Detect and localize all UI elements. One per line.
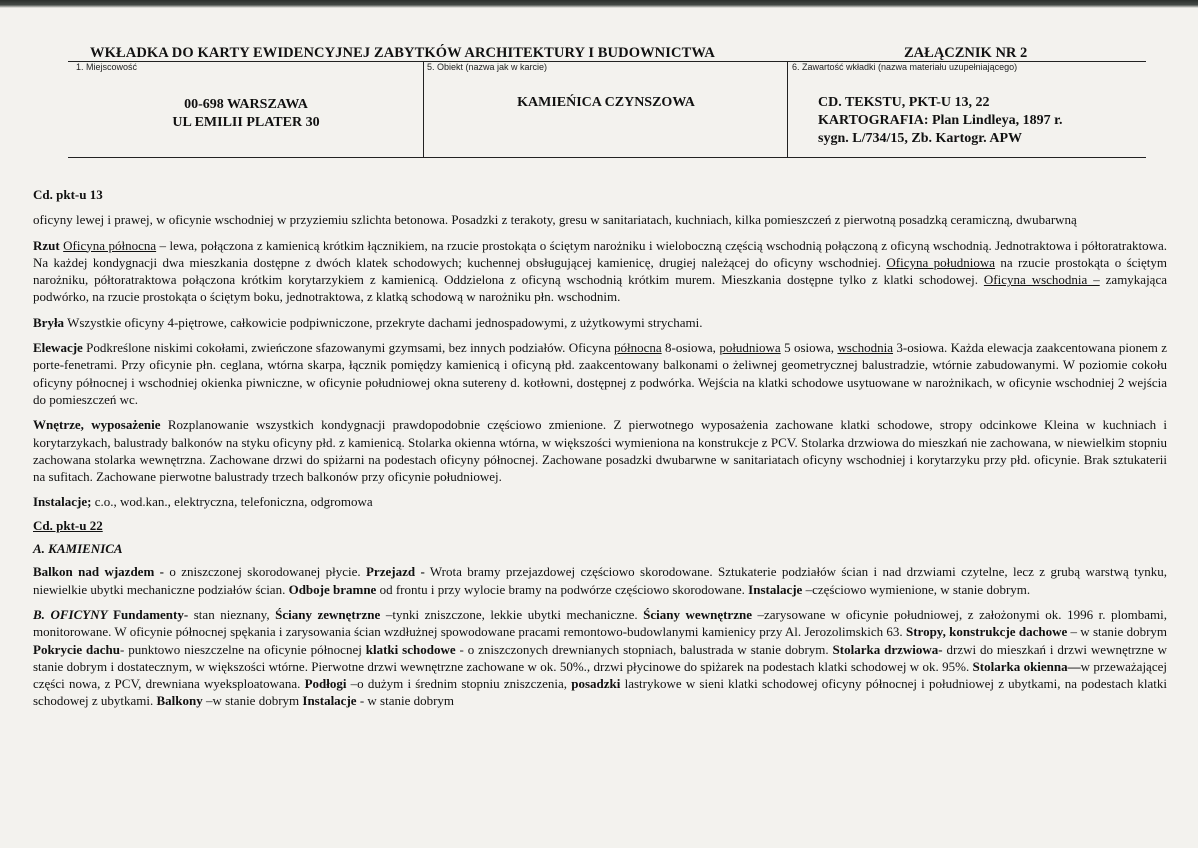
pokrycie-label: Pokrycie dachu [33,641,120,657]
stropy-text: – w stanie dobrym [1067,624,1168,640]
annex-number: ZAŁĄCZNIK NR 2 [904,45,1028,61]
posadzki-text: lastrykowe w sieni klatki schodowej oficyny północnej i południowej z ubytkami, na podestach klatki schodowej z ubytkami. [33,676,1168,709]
instalacje-text: c.o., wod.kan., elektryczna, telefoniczna, odgromowa [91,494,373,510]
pokrycie-text: - punktowo nieszczelne na oficynie północnej [119,641,366,657]
header-divider-2 [787,61,788,157]
elewacje-south: południowa [719,340,781,356]
content-line-2: KARTOGRAFIA: Plan Lindleya, 1897 r. [818,113,1063,128]
paragraph-rzut [33,237,1167,306]
rzut-text-b: na rzucie prostokąta o ściętym narożniku, półtoratraktowa połączona krótkim korytarzykiem z kamienicą. Oddzielona z oficyną wschodnią krótkim murem. Mieszkania dostępne tylko z klatki schodowej. [33,254,1168,288]
sciany-zewn-label: Ściany zewnętrzne [275,606,381,622]
fundamenty-label: Fundamenty- [107,606,189,622]
klatki-label: klatki schodowe [365,641,456,657]
place-line-1: 00-698 WARSZAWA [184,97,308,112]
paragraph-oficyny [33,606,1167,710]
place-label: 1. Miejscowość [76,62,138,72]
paragraph-kamienica [33,563,1167,598]
paragraph-wnetrze [33,416,1167,485]
header-rule-bottom [68,157,1146,158]
rzut-north-wing: Oficyna północna [63,237,157,253]
balkon-label: Balkon nad wjazdem - [33,564,164,580]
fundamenty-text: stan nieznany, [188,606,276,622]
paragraph-posadzki: oficyny lewej i prawej, w oficynie wschodniej w przyziemiu szlichta betonowa. Posadzki z terakoty, gresu w sanitariatach, kuchniach, kilka pomieszczeń z pierwotną posadzką ceramiczną, dwubarwną [33,212,1077,228]
content-value [818,94,1143,148]
document-body [33,186,1167,718]
rzut-text-c: zamykająca podwórko, na rzucie prostokąta o ściętym boku, jednotraktowa, z klatką schodową w narożniku płn. wschodnim. [33,272,1167,305]
przejazd-label: Przejazd - [365,564,425,580]
rzut-south-wing: Oficyna południowa [886,254,996,270]
elewacje-east: wschodnia [837,340,894,356]
oficyny-heading: B. OFICYNY [33,606,108,622]
object-value: KAMIEŃICA CZYNSZOWA [517,95,695,110]
kamienica-instalacje-text: –częściowo wymienione, w stanie dobrym. [802,581,1031,597]
oficyny-instalacje-text: - w stanie dobrym [356,693,455,709]
stolarka-okienna-label: Stolarka okienna— [972,658,1081,674]
podlogi-text: –o dużym i średnim stopniu zniszczenia, [346,676,572,692]
stolarka-drzwiowa-label: Stolarka drzwiowa- [832,641,943,657]
sciany-wewn-label: Ściany wewnętrzne [643,606,752,622]
elewacje-text-d: 3-osiowa. Każda elewacja zaakcentowana pionem z porte-fenetrami. Przy oficynie płn. ceglana, wtórna skarpa, łącznik pomiędzy kamienicą i oficyną płd. zaakcentowany balkonami o żeliwnej geometrycznej balustradzie, wtórnie zabudowanymi. W poziomie cokołu oficyny północnej i wschodniej okienka piwniczne, w oficynie południowej okna sutereny d. kotłowni, dostępnej z podwórka. Wejścia na klatki schodowe usytuowane w narożnikach, w oficynie wschodniej 2 wejścia do pomieszczeń wc. [33,340,1167,407]
paragraph-elewacje [33,339,1167,408]
kamienica-instalacje-label: Instalacje [748,581,803,597]
sciany-zewn-text: –tynki zniszczone, lekkie ubytki mechaniczne. [380,606,644,622]
section-13-heading: Cd. pkt-u 13 [33,187,103,202]
elewacje-north: północna [614,340,662,356]
place-value [76,96,416,132]
place-line-2: UL EMILII PLATER 30 [172,115,320,130]
sciany-wewn-text: –zarysowane w oficynie południowej, z założonymi ok. 1996 r. plombami, monitorowane. W oficynie północnej spękania i zarysowania ścian wzdłużnej spowodowane pracami remontowo-budowlanymi kamienicy przy Al. Jerozolimskich 63. [33,606,1167,640]
posadzki-label: posadzki [571,676,621,692]
content-line-1: CD. TEKSTU, PKT-U 13, 22 [818,95,990,110]
elewacje-label: Elewacje [33,340,83,356]
form-title: WKŁADKA DO KARTY EWIDENCYJNEJ ZABYTKÓW ARCHITEKTURY I BUDOWNICTWA [90,45,715,61]
balkony-text: –w stanie dobrym [202,693,303,709]
wnetrze-text: Rozplanowanie wszystkich kondygnacji prawdopodobnie częściowo zmienione. Z pierwotnego wyposażenia zachowane klatki schodowe, stropy odcinkowe Kleina w kuchniach i korytarzykach, balustrady balkonów na styku oficyny płd. z kamienicą. Stolarka okienna wtórna, w większości wymieniona na konstrukcje z PCV. Stolarka drzwiowa do mieszkań nie zachowana, w niewielkim stopniu zachowana stolarka wewnętrzna. Zachowane drzwi do spiżarni na podestach oficyny północnej. Zachowane posadzki dwubarwne w sanitariatach oficyny wschodniej i korytarzyku przy płd. oficynie. Brak sztukaterii na sufitach. Zachowane pierwotne balustrady trzech balkonów przy oficynie południowej. [33,417,1168,485]
rzut-label: Rzut [33,237,60,253]
klatki-text: - o zniszczonych drewnianych stopniach, balustrada w stanie dobrym. [455,641,833,657]
elewacje-text-c: 5 osiowa, [780,340,838,356]
paragraph-instalacje [33,493,1167,510]
rzut-text-a: – lewa, połączona z kamienicą krótkim łącznikiem, na rzucie prostokąta o ściętym narożniku i wieloboczną częścią wschodnią połączoną z oficyną wschodnią. Jednotraktowa i półtoratraktowa. Na każdej kondygnacji dwa mieszkania dostępne z dwóch klatek schodowych; kuchennej obsługującej kamienicę, drugiej należącej do oficyny wschodniej. [33,237,1167,270]
bryla-text: Wszystkie oficyny 4-piętrowe, całkowicie podpiwniczone, przekryte dachami jednospadowymi, z użytkowymi strychami. [64,314,703,330]
odboje-label: Odboje bramne [288,581,377,597]
odboje-text: od frontu i przy wylocie bramy na podwórze częściowo skorodowane. [376,581,749,597]
przejazd-text: Wrota bramy przejazdowej częściowo skorodowane. Sztukaterie podziałów ścian i nad drzwiami czytelne, lecz z grubą warstwą tynku, niewielkie ubytki mechaniczne podziałów ścian. [33,564,1167,597]
wnetrze-label: Wnętrze, wyposażenie [33,417,161,433]
instalacje-label: Instalacje; [33,494,92,510]
stropy-label: Stropy, konstrukcje dachowe [905,624,1068,640]
elewacje-text-a: Podkreślone niskimi cokołami, zwieńczone sfazowanymi gzymsami, bez innych podziałów. Oficyna [82,340,614,356]
content-line-3: sygn. L/734/15, Zb. Kartogr. APW [818,131,1023,146]
podlogi-label: Podłogi [304,676,347,692]
object-label: 5. Obiekt (nazwa jak w karcie) [427,62,548,72]
elewacje-text-b: 8-osiowa, [661,340,720,356]
bryla-label: Bryła [33,314,65,330]
kamienica-heading: A. KAMIENICA [33,541,123,557]
stolarka-okienna-text: w przeważającej części nowa, z PCV, drewniana wyeksploatowana. [33,658,1167,692]
rzut-east-wing: Oficyna wschodnia – [983,272,1100,288]
stolarka-drzwiowa-text: drzwi do mieszkań i drzwi wewnętrzne w stanie dobrym i dostatecznym, w większości wtórne. Pierwotne drzwi wewnętrzne zachowane w ok. 50%., drzwi płycinowe do spiżarek na podestach klatki schodowej w ok. 95%. [33,641,1167,674]
oficyny-instalacje-label: Instalacje [302,693,357,709]
balkon-text: o zniszczonej skorodowanej płycie. [164,564,366,580]
paragraph-bryla [33,314,1167,331]
header-divider-1 [423,61,424,157]
content-label: 6. Zawartość wkładki (nazwa materiału uzupełniającego) [792,62,1018,72]
section-22-heading: Cd. pkt-u 22 [33,517,103,533]
balkony-label: Balkony [156,693,203,709]
